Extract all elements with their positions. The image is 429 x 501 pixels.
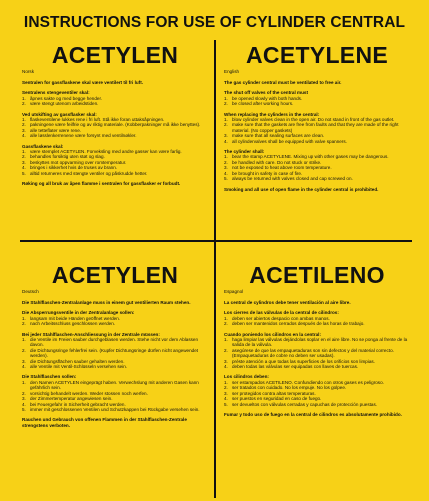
item-number: 3. (22, 159, 26, 165)
subsection-heading: Die Absperrungsventile in der Zentralanlage sollen: (22, 310, 135, 316)
instruction-list (22, 149, 208, 176)
footer-warning: Fumar y todo uso de fuego en la central de cilindros es absolutamente prohibido. (224, 411, 402, 417)
section-heading: ACETYLEN (51, 262, 179, 288)
quadrant-norsk (22, 42, 208, 236)
vertical-divider (214, 40, 216, 498)
language-label: Espagnol (224, 289, 244, 294)
instruction-item (224, 138, 410, 144)
footer-warning: Rauchen und Gebrauch von offenen Flammen in der Stahlflaschen-Zentrale strengstens verboten. (22, 417, 187, 428)
footer-warning: Smoking and all use of open flame in the cylinder central is prohibited. (224, 186, 379, 192)
item-text: immer mit geschlossenen Ventilen und Schutzkappen bei Rückgabe versehen sein. (30, 406, 200, 412)
item-number: 4. (224, 138, 228, 144)
item-text: alle løsslenkerrenene være forsynt med ventilnøkler. (30, 133, 137, 139)
item-number: 1. (22, 337, 26, 343)
item-text: be handled with care. Do not stuck or strike. (232, 159, 322, 165)
footer-warning: Røking og all bruk av åpen flamme i sentralen for gassflasker er forbudt. (22, 181, 181, 187)
item-text: be closed after working hours. (232, 101, 294, 107)
item-text: ser estampados ACETILENO. Confundiendo con otros gases es peligroso. (232, 379, 384, 385)
instruction-item (22, 321, 208, 327)
item-number: 1. (224, 117, 228, 123)
page-title: INSTRUCTIONS FOR USE OF CYLINDER CENTRAL (23, 14, 406, 31)
item-text: der Zimmertemperatur angewiesen sein. (30, 396, 113, 402)
subsection-heading: Ved utskifting av gassflasker skal: (22, 111, 97, 117)
intro-text: Sentralen for gassflaskene skal være ventilert til fri luft. (22, 80, 144, 85)
subsection-heading: Los cierres de las válvulas de la central de cilindros: (224, 310, 339, 316)
item-number: 1. (22, 315, 26, 321)
item-text: préste atención a que todas las superficies de los orificios son limpias. (232, 358, 375, 364)
instruction-list (224, 117, 410, 144)
item-text: åpnes sakte og med begge hender. (30, 95, 103, 101)
item-text: bear the stamp ACETYLENE. Mixing up with other gases may be dangerous. (232, 154, 389, 160)
item-text: alltid returneres med stengte ventiler og påskrudde hetter. (30, 170, 148, 176)
horizontal-divider (20, 240, 412, 242)
item-text: be brought in safety in case of fire. (232, 170, 303, 176)
item-number: 2. (224, 101, 228, 107)
item-text: not be exposed to heat above room temperature. (232, 165, 332, 171)
instruction-item (22, 379, 208, 391)
subsection-heading: When replacing the cylinders in the central: (224, 111, 320, 117)
subsection-heading: Sentralens stengeventiler skal: (22, 90, 90, 96)
intro-text: La central de cylindros debe tener ventilación al aire libre. (224, 300, 351, 305)
item-number: 1. (224, 315, 228, 321)
instruction-item (224, 337, 410, 348)
item-number: 4. (224, 364, 228, 370)
item-text: ser protegidos contra altas temperaturas. (232, 390, 316, 396)
item-number: 2. (224, 122, 228, 128)
instruction-item (224, 321, 410, 327)
instruction-list (22, 117, 208, 139)
instruction-item (224, 401, 410, 407)
item-text: ser devueltos con válvulas cerradas y capuchas de protección puestas. (232, 401, 378, 407)
item-number: 4. (224, 396, 228, 402)
quadrant-deutsch (22, 262, 208, 494)
item-text: all cylindervalves shall be equipped with valve spanners. (232, 138, 347, 144)
item-number: 1. (224, 379, 228, 385)
item-number: 4. (224, 170, 228, 176)
item-number: 2. (22, 321, 26, 327)
item-number: 3. (22, 127, 26, 133)
item-number: 2. (22, 122, 26, 128)
instruction-list (22, 316, 208, 327)
item-number: 1. (224, 337, 228, 343)
item-text: bei Feuergefahr in Sicherheit gebracht werden. (30, 401, 126, 407)
instruction-item (22, 133, 208, 139)
item-number: 2. (224, 159, 228, 165)
item-number: 2. (224, 385, 228, 391)
intro-text: The gas cylinder central must be ventilated to free air. (224, 80, 342, 85)
item-number: 2. (224, 321, 228, 327)
instruction-item (22, 337, 208, 348)
item-text: deben ser mantenidos cerrados después de las horas de trabajo. (232, 321, 365, 327)
subsection-heading: Los cilindros deben: (224, 374, 269, 380)
item-number: 2. (22, 390, 26, 396)
item-text: pakningene være feilfrie og av riktig materiale. (Kobberpakninger må ikke benyttes). (30, 122, 201, 128)
item-number: 1. (22, 379, 26, 385)
instruction-item (224, 101, 410, 107)
item-number: 4. (22, 364, 26, 370)
item-number: 2. (22, 347, 26, 353)
subsection-heading: The cylinder shall: (224, 149, 265, 155)
item-number: 5. (224, 401, 228, 407)
item-text: die Ventile im Freien sauber durchgeblasen werden. Stehe nicht vor dem Ablassen davon. (30, 337, 199, 348)
subsection-heading: Die Stahlflaschen sollen: (22, 374, 77, 380)
item-number: 3. (224, 390, 228, 396)
instruction-item (22, 347, 208, 359)
item-text: den Namen ACETYLEN eingeprägt haben. Verwechslung mit anderen Gasen kann gefährlich sein. (30, 379, 199, 391)
instruction-list (224, 316, 410, 327)
item-text: nach Arbeitsschluss geschlossen werden. (30, 321, 116, 327)
instruction-list (22, 380, 208, 412)
item-text: be opened slowly with both hands. (232, 95, 303, 101)
item-text: deben ser abiertos despacio con ambas manos. (232, 315, 330, 321)
item-number: 3. (22, 358, 26, 364)
instruction-item (224, 122, 410, 133)
item-number: 5. (22, 170, 26, 176)
instruction-list (224, 154, 410, 181)
item-text: behandles forsiktig uten støt og slag. (30, 154, 105, 160)
item-text: ser tratados con cuidado. No los empuje. No los golpee. (232, 385, 347, 391)
item-text: asegúrese de que las empaquetaduras son sin defectos y del material correcto. (Empaquetaduras de cobre no deben ser usadas). (232, 347, 394, 359)
item-text: die Dichtungsflächen sauber gehalten werden. (30, 358, 125, 364)
subsection-heading: Gassflaskene skal: (22, 143, 64, 149)
section-heading: ACETYLENE (246, 42, 388, 68)
item-text: alle Ventile mit Ventil-Schlüsseln versehen sein. (30, 364, 128, 370)
item-text: flaskeventilene lukkes rene i fri luft. Stå ikke foran uttaksåpningen. (30, 117, 165, 123)
item-text: make sure that the gaskets are free from faults and that they are made of the right material. (No copper gaskets) (232, 122, 399, 133)
item-number: 4. (22, 401, 26, 407)
language-label: Deutsch (22, 289, 39, 294)
instruction-item (22, 406, 208, 412)
item-text: die Dichtungsringe fehlerfrei sein. (Kupfer Dichtungsringe dürfen nicht angewendet werden). (30, 347, 199, 359)
instruction-list (224, 380, 410, 407)
item-text: deben todas las válvulas ser equipadas con llaves de tuercas. (232, 364, 359, 370)
subsection-heading: The shut off valves of the central must (224, 90, 308, 96)
item-number: 3. (224, 358, 228, 364)
item-text: blow cylinder valves clean in the open air. Do not stand in front of the gas outlet. (232, 117, 395, 123)
language-label: English (224, 69, 240, 74)
item-text: være stengt utenom arbeidstiden. (30, 101, 99, 107)
quadrant-english (224, 42, 410, 236)
subsection-heading: Cuando poniendo los cilindros en la central: (224, 331, 321, 337)
item-number: 2. (224, 347, 228, 353)
item-number: 4. (22, 165, 26, 171)
instruction-list (224, 96, 410, 107)
item-number: 4. (22, 133, 26, 139)
instruction-item (224, 364, 410, 370)
item-number: 5. (22, 406, 26, 412)
instruction-item (224, 176, 410, 182)
instruction-list (22, 96, 208, 107)
item-number: 2. (22, 101, 26, 107)
item-number: 3. (224, 133, 228, 139)
quadrant-espagnol (224, 262, 410, 494)
item-text: ser puestos en seguridad en caso de fuego. (232, 396, 322, 402)
item-text: beskyttes mot oppvarming over romtemperatur. (30, 159, 127, 165)
item-text: vorsichtig behandelt werden. Weder stossen noch werfen. (30, 390, 148, 396)
item-number: 5. (224, 176, 228, 182)
instruction-item (22, 364, 208, 370)
item-text: make sure that all sealing surfaces are clean. (232, 133, 325, 139)
item-text: være stemplet ACETYLEN. Forveksling med andre gasser kan være farlig. (30, 149, 182, 155)
item-text: always be returned with valves closed and cap screwed on. (232, 176, 353, 182)
item-number: 1. (22, 117, 26, 123)
item-number: 1. (224, 95, 228, 101)
language-label: Norsk (22, 69, 34, 74)
instruction-item (224, 347, 410, 359)
item-number: 1. (22, 149, 26, 155)
item-text: bringes i sikkerhet hvis de truses av brann. (30, 165, 118, 171)
item-number: 3. (224, 165, 228, 171)
section-heading: ACETILENO (249, 262, 385, 288)
item-number: 1. (22, 95, 26, 101)
item-text: haga limpiar las válvulas dejándolas soplar en el aire libre. No se ponga al frente de la salida de la válvula. (232, 337, 408, 348)
item-number: 1. (224, 154, 228, 160)
instruction-item (22, 101, 208, 107)
instruction-item (22, 170, 208, 176)
item-text: langsam mit beide Händen geöffnet werden. (30, 315, 121, 321)
item-number: 3. (22, 396, 26, 402)
subsection-heading: Bei jeder Stahlflaschen-Anschliessung in der Zentrale müssen: (22, 331, 160, 337)
instruction-list (22, 337, 208, 369)
item-text: alle tetteflater være rene. (30, 127, 82, 133)
item-number: 2. (22, 154, 26, 160)
instruction-list (224, 337, 410, 369)
intro-text: Die Stahlflaschen-Zentralanlage muss in einem gut ventilierten Raum stehen. (22, 300, 191, 305)
section-heading: ACETYLEN (51, 42, 179, 68)
